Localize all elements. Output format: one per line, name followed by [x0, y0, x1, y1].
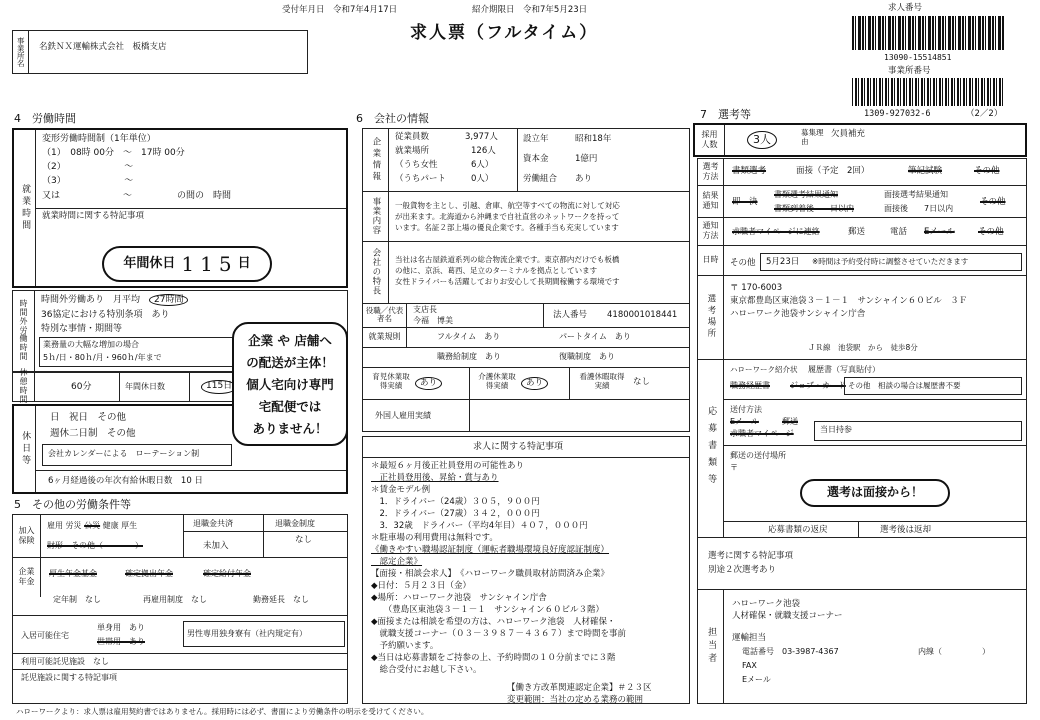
kekka-mensetsu-days: 面接後 7日以内 [884, 204, 954, 213]
kekka-label: 結果通知 [698, 185, 724, 217]
nenkin-kikin: 厚生年金基金 [49, 569, 97, 578]
annual-holiday-cloud [102, 246, 272, 282]
kyujin-no-label: 求人番号 [888, 3, 923, 13]
tokki-line: 3．32歳 ドライバー（平均4年目）４０７，０００円 [371, 521, 588, 531]
section-5-box [12, 514, 348, 704]
ins-label: 加入保険 [13, 515, 41, 557]
setai-label: 世帯用 [97, 637, 121, 646]
tokki-line: 正社員登用後、昇給・賞与あり [371, 473, 499, 483]
kisoku-full: フルタイム あり [437, 332, 501, 341]
takuji-value: なし [93, 657, 109, 666]
basho-address-2: ハローワーク池袋サンシャイン庁舎 [730, 309, 866, 319]
ins-kenko-kosei: 健康 厚生 [102, 521, 138, 530]
kekka-sokketsu: 即 決 [732, 197, 758, 207]
tanshin-row [97, 623, 145, 633]
fukushoku-seido: 復職制度 あり [559, 352, 615, 361]
emp-value: 3,977人 [465, 132, 498, 142]
kisoku-part: パートタイム あり [559, 332, 631, 341]
saiyo-row [143, 595, 207, 605]
overtime-label: 時間外労働時間 [13, 291, 35, 371]
nenkin-kyufu: 確定給付年金 [203, 569, 251, 578]
tokki-line: 変更範囲：当社の定める業務の範囲 [507, 695, 644, 705]
rest-annual-label: 年間休日数 [125, 382, 165, 391]
callout-line-5: ありません！ [252, 421, 328, 436]
callout-line-4: 宅配便では [258, 399, 322, 414]
est-label: 設立年 [523, 134, 549, 144]
kigyo-label: 企業情報 [363, 129, 389, 191]
footer-note: ハローワークより：求人票は雇用契約書ではありません。採用時には必ず、書面により労働条件の明示を受けてください。 [16, 707, 429, 716]
setai-value: あり [129, 637, 145, 646]
tsuchi-yuso: 郵送 [848, 227, 866, 237]
holiday-line-4: 6ヶ月経過後の年次有給休暇日数 10 日 [48, 476, 203, 486]
section-5-title: 5 その他の労働条件等 [14, 498, 131, 511]
soufu-tojitsu: 当日持参 [820, 425, 852, 434]
kekka-mensetsu: 面接選考結果通知 [884, 190, 948, 199]
tanto-corner: 人材確保・就職支援コーナー [732, 611, 843, 621]
kango-label: 看護休暇取得実績 [579, 372, 625, 390]
hojin-label: 法人番号 [553, 310, 588, 320]
tokki-line: ◆当日は応募書類をご持参の上、予約時間の１０分前までに３階 [371, 653, 616, 663]
nichiji-date: 5月23日 [766, 257, 800, 267]
doc-sonota: その他 相談の場合は履歴書不要 [848, 381, 961, 390]
holiday-label: 休日等 [14, 406, 36, 492]
naiyo-label: 事業内容 [363, 191, 389, 241]
site-value: 126人 [471, 146, 496, 156]
ins-row-1 [47, 521, 137, 531]
taishoku-seido-value: なし [295, 535, 313, 545]
ikuji-label: 育児休業取得実績 [372, 372, 410, 390]
callout-line-1: 企業 や 店舗へ [248, 333, 332, 348]
emp-label: 従業員数 [395, 132, 430, 142]
shugyo-hentai: 変形労働時間制（1年単位） [42, 134, 156, 144]
tokki-line: ◆日付：５月２３日（金） [371, 581, 472, 591]
section-7-title: 7 選考等 [700, 108, 751, 121]
tsuchi-label: 通知方法 [698, 217, 724, 245]
yakushoku-value: 支店長 [413, 305, 437, 314]
est-value: 昭和18年 [575, 134, 612, 144]
site-label: 就業場所 [395, 146, 430, 156]
section-6-box [362, 128, 690, 432]
company-label: 事業所名 [13, 31, 29, 73]
sentaku-tokki-label: 選考に関する特記事項 [708, 551, 794, 561]
soufu-email: Eメール [730, 417, 759, 426]
interview-cloud: 選考は面接から！ [800, 479, 950, 507]
hoho-mensetsu: 面接（予定 2回） [796, 166, 870, 176]
hoho-hikki: 筆記試験 [908, 166, 943, 176]
annual-holiday-text: 年間休日 [123, 255, 176, 271]
tsuchi-mypage: 求職者マイページに連絡 [732, 227, 820, 236]
annual-holiday-number: 115 [181, 252, 238, 276]
union-label: 労働組合 [523, 174, 558, 184]
tokki-line: 《働きやすい職場認証制度（運転者職場環境良好度認証制度） [371, 545, 610, 555]
received-date: 受付年月日 令和7年4月17日 [282, 5, 398, 15]
shugyo-row-4: 又は ～ の間の 時間 [42, 191, 232, 201]
saiyo-value: なし [191, 595, 207, 604]
tanshin-label: 単身用 [97, 623, 121, 632]
part-value: 0人） [471, 174, 494, 184]
tanto-tel: 電話番号 03-3987-4367 [742, 647, 839, 656]
kaigo-label: 介護休業取得実績 [478, 372, 516, 390]
soufu-label: 送付方法 [730, 405, 762, 414]
overtime-monthly-label: 時間外労働あり 月平均 [41, 295, 141, 305]
callout-line-3: 個人宅向け専門 [246, 377, 334, 392]
rest-value: 60分 [71, 382, 92, 392]
tokki-line: 1．ドライバー（24歳）３０５，９００円 [371, 497, 540, 507]
section-7-box [697, 158, 1027, 704]
callout-line-2: の配送が主体！ [246, 355, 334, 370]
nyukyo-label: 入居可能住宅 [21, 631, 69, 640]
overtime-line-3: 特別な事情・期間等 [41, 324, 123, 334]
takuji-row [21, 657, 109, 667]
shugyo-jikan-box [12, 128, 348, 288]
takuji-note-label: 託児施設に関する特記事項 [21, 673, 117, 682]
cap-label: 資本金 [523, 154, 549, 164]
tokki-line: ◆面接または相談を希望の方は、ハローワーク池袋 人材確保・ [371, 617, 616, 627]
tokki-line: 2．ドライバー（27歳）３４２，０００円 [371, 509, 540, 519]
tokki-line: 【働き方改革関連認定企業】＃２３区 [507, 683, 652, 693]
part-label: （うちパート [395, 174, 447, 184]
tokki-line: 認定企業》 [371, 557, 423, 567]
tanto-naisen: 内線（ ） [918, 647, 990, 656]
ikuji-value: あり [415, 377, 442, 390]
sentaku-tokki-value: 別途２次選考あり [708, 565, 777, 575]
kaigo-value: あり [521, 377, 548, 390]
gaikoku-label: 外国人雇用実績 [375, 411, 431, 420]
tokki-line: ＊最短６ヶ月後正社員登用の可能性あり [371, 461, 525, 471]
rest-label: 休憩時間 [13, 373, 35, 401]
naiyo-line-3: います。名証２部上場の優良企業です。各種手当も充実しています [395, 223, 619, 232]
naiyo-line-2: が出来ます。北海道から沖縄まで自社直営のネットワークを持って [395, 212, 620, 221]
soufu-yuso: 郵送 [782, 417, 798, 426]
shugyo-row-1: （1） 08時 00分 ～ 17時 00分 [42, 148, 185, 158]
oubo-label: 応募書類等 [698, 359, 724, 537]
page-title: 求人票（フルタイム） [410, 23, 599, 43]
ins-row-2: 財形 その他（ ） [47, 541, 143, 550]
delivery-callout [232, 322, 348, 446]
company-name: 名鉄ＮＸ運輸株式会社 板橋支店 [39, 42, 167, 52]
basho-label: 選考場所 [698, 275, 724, 359]
basho-address-1: 東京都豊島区東池袋３－１－１ サンシャイン６０ビル ３Ｆ [730, 296, 968, 306]
tokucho-label: 会社の特長 [363, 241, 389, 303]
kinmu-row [253, 595, 309, 605]
tokucho-line-1: 当社は名古屋鉄道系列の総合物流企業です。東京都内だけでも板橋 [395, 255, 620, 264]
barcode-top [852, 16, 1004, 50]
section-4-title: 4 労働時間 [14, 112, 76, 125]
shugyo-row-3: （3） ～ [42, 176, 134, 186]
tokki-line: 予約願います。 [371, 641, 439, 651]
tokki-line: ＊駐車場の利用費用は無料です。 [371, 533, 498, 543]
ins-kosai: 公災 [84, 521, 101, 530]
tsuchi-email: Eメール [924, 227, 955, 237]
kinmu-label: 勤務延長 [253, 595, 285, 604]
shugyo-note-label: 就業時間に関する特記事項 [42, 211, 145, 221]
ins-koyo-rosai: 雇用 労災 [47, 521, 82, 530]
soufu-mypage: 求職者マイページ [730, 429, 794, 438]
takuji-label: 利用可能託児施設 [21, 657, 85, 666]
saiyo-box [693, 123, 1027, 157]
teinen-label: 定年制 [53, 595, 77, 604]
hoho-shorui: 書類選考 [732, 166, 767, 176]
overtime-line-5: 5ｈ/日・80ｈ/月・960ｈ/年まで [43, 353, 162, 362]
tokki-box [362, 436, 690, 704]
naiyo-line-1: 一般貨物を主とし、引越、倉庫、航空等すべての物流に対して対応 [395, 201, 620, 210]
tokki-title: 求人に関する特記事項 [473, 442, 564, 452]
tokki-line: ＊賃金モデル例 [371, 485, 431, 495]
nichiji-sonota: その他 [730, 258, 756, 268]
hojin-value: 4180001018441 [607, 310, 678, 320]
office-no-label: 事業所番号 [888, 66, 931, 76]
henrei-value: 選考後は返却 [880, 525, 932, 535]
teinen-value: なし [85, 595, 101, 604]
taishoku-kyosai-value: 未加入 [203, 541, 229, 551]
company-box [12, 30, 308, 74]
tanto-label: 担当者 [698, 589, 724, 703]
office-no: 1309-927032-6 [864, 109, 931, 119]
taishoku-kyosai-label: 退職金共済 [193, 519, 233, 528]
women-value: 6人） [471, 160, 494, 170]
kango-value: なし [633, 377, 651, 387]
tokki-line: 【面接・相談会求人】 《ハローワーク職員取材訪問済み企業》 [371, 569, 610, 579]
basho-station: ＪＲ線 池袋駅 から 徒歩8分 [808, 343, 918, 352]
tanto-office: ハローワーク池袋 [732, 599, 801, 609]
teinen-row [53, 595, 101, 605]
overtime-line-4: 業務量の大幅な増加の場合 [43, 340, 139, 349]
shugyo-row-2: （2） ～ [42, 162, 134, 172]
overtime-line-1 [41, 295, 188, 307]
tokki-line: 就職支援コーナー（０３－３９８７－４３６７）まで時間を事前 [371, 629, 627, 639]
saiyo-label: 再雇用制度 [143, 595, 183, 604]
holiday-line-3: 会社カレンダーによる ローテーション制 [48, 449, 200, 458]
holiday-line-2: 週休二日制 その他 [50, 428, 136, 439]
tanto-fax: FAX [742, 661, 757, 670]
yakushoku-label: 役職／代表者名 [363, 303, 407, 327]
section-6-title: 6 会社の情報 [356, 112, 429, 125]
page-number: （2／2） [966, 109, 1003, 119]
tsuchi-denwa: 電話 [890, 227, 908, 237]
henrei-label: 応募書類の返戻 [768, 525, 828, 535]
tokucho-line-3: 女性ドライバーも活躍しておりお安心して長期間稼働する環境です [395, 277, 620, 286]
riyu-value: 欠員補充 [831, 129, 866, 139]
doc-jobcard: ジョブ・カード [790, 381, 846, 390]
holiday-line-1: 日 祝日 その他 [50, 412, 127, 423]
doc-shokaijo: ハローワーク紹介状 [730, 365, 798, 374]
nenkin-kyoshutsu: 確定拠出年金 [125, 569, 173, 578]
saiyo-label: 採用人数 [695, 125, 725, 155]
tanto-unyu: 運輸担当 [732, 633, 767, 643]
kekka-shorui-days: 書類到着後 日以内 [774, 204, 854, 213]
tsuchi-sonota: その他 [978, 227, 1004, 237]
union-value: あり [575, 174, 593, 184]
tokucho-line-2: の他に、京浜、葛西、足立のターミナルを拠点としています [395, 266, 598, 275]
yuso-value: 〒 [730, 463, 738, 472]
kekka-sonota: その他 [980, 197, 1006, 207]
taishoku-seido-label: 退職金制度 [275, 519, 315, 528]
daihyo-value: 今福 博美 [413, 316, 453, 325]
annual-holiday-unit: 日 [237, 255, 251, 271]
rest-annual-value: 115日 [201, 380, 237, 394]
kekka-shorui: 書類選考結果通知 [774, 190, 838, 199]
setai-row [97, 637, 145, 647]
kisoku-label: 就業規則 [363, 327, 407, 347]
saiyo-value: 3人 [747, 131, 777, 149]
yuso-label: 郵送の送付場所 [730, 451, 786, 460]
tanshin-value: あり [129, 623, 145, 632]
ryo-note: 男性専用独身寮有（社内規定有） [187, 629, 307, 638]
cap-value: 1億円 [575, 154, 598, 164]
shokumu-seido: 職務給制度 あり [437, 352, 501, 361]
kyujin-no: 13090-15514851 [884, 53, 952, 62]
tanto-email: Eメール [742, 675, 771, 684]
tokki-line: ◆場所：ハローワーク池袋 サンシャイン庁舎 [371, 593, 547, 603]
basho-zip: 〒 170-6003 [730, 283, 783, 293]
shugyo-label: 就業時間 [14, 130, 36, 286]
tokki-line: 総合受付にお越し下さい。 [371, 665, 482, 675]
doc-rirekisho: 履歴書（写真貼付） [808, 365, 880, 374]
women-label: （うち女性 [395, 160, 438, 170]
overtime-line-2: 36協定における特別条項 あり [41, 310, 170, 320]
kinmu-value: なし [293, 595, 309, 604]
hoho-label: 選考方法 [698, 159, 724, 185]
hoho-sonota: その他 [974, 166, 1000, 176]
riyu-label: 募集理由 [801, 128, 824, 146]
nichiji-note: ※時間は予約受付時に調整させていただきます [812, 257, 969, 266]
nenkin-label: 企業年金 [13, 557, 41, 597]
overtime-monthly-value: 27時間 [149, 294, 188, 306]
ins-zaikei: 財形 [47, 541, 63, 550]
referral-deadline: 紹介期限日 令和7年5月23日 [472, 5, 588, 15]
tokki-line: （豊島区東池袋３－１－１ サンシャイン６０ビル３階） [371, 605, 604, 615]
ins-sonota: その他（ [71, 541, 103, 550]
doc-shokumu: 職務経歴書 [730, 381, 770, 390]
barcode-bottom [852, 78, 1004, 106]
nichiji-label: 日時 [698, 245, 724, 275]
